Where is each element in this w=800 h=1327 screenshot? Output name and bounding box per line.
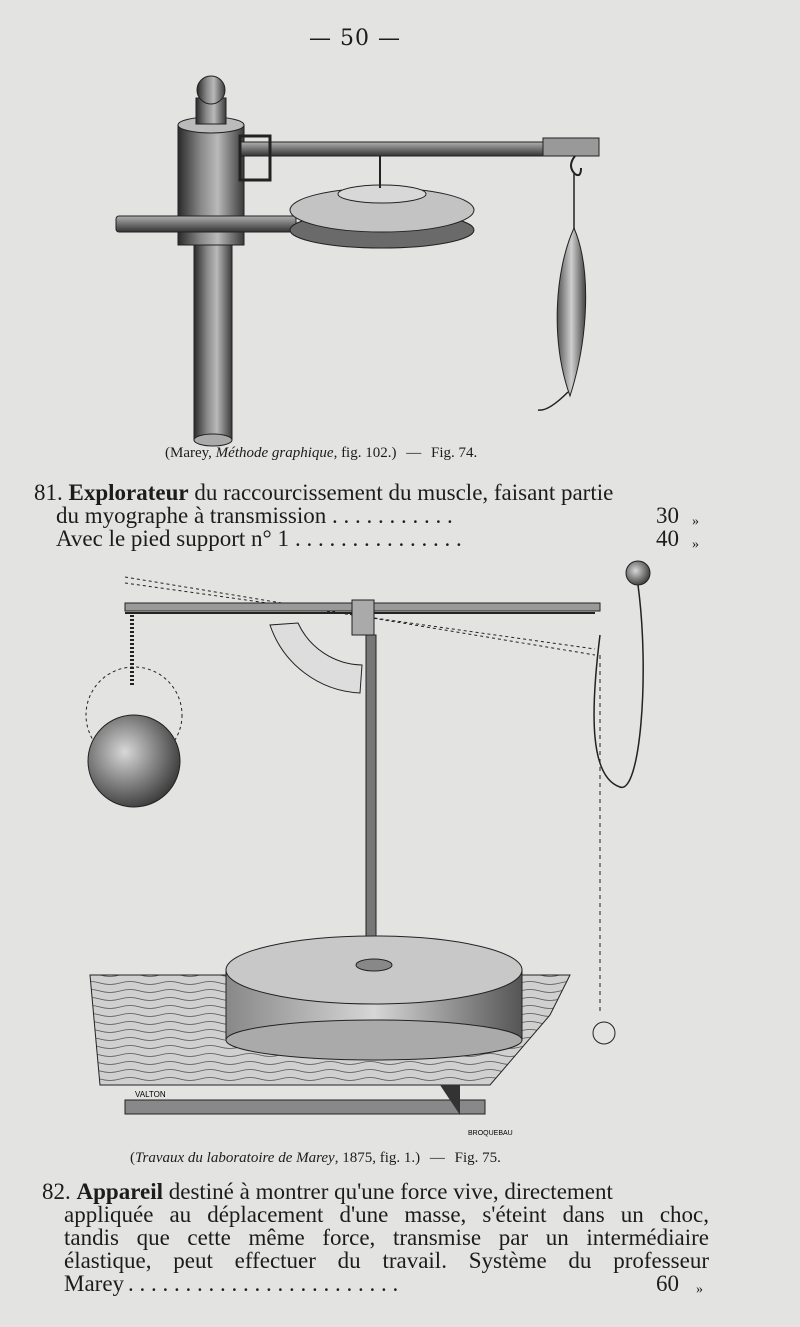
leader-dots: . . . . . . . . . . .	[326, 503, 453, 528]
item-number: 81.	[34, 480, 63, 505]
engraver-signature-left: VALTON	[135, 1090, 166, 1099]
figure-75-illustration	[80, 555, 680, 1145]
catalog-item-81: 81. Explorateur du raccourcissement du muscle, faisant partie du myographe à transmission . . . . . . . . . . . 30 » Avec le pied support n° 1 . . . . . . . . . . . . . . . 40 »	[34, 481, 699, 550]
item-heading: Appareil	[76, 1179, 163, 1204]
item-heading: Explorateur	[68, 480, 189, 505]
item-description-line: Marey	[64, 1271, 125, 1296]
price-mark: »	[696, 1282, 703, 1297]
figure-75-caption: (Travaux du laboratoire de Marey, 1875, fig. 1.) — Fig. 75.	[130, 1150, 501, 1166]
leader-dots: . . . . . . . . . . . . . . .	[294, 526, 462, 551]
caption-source-title: Méthode graphique	[215, 445, 334, 461]
item-price: 60	[656, 1271, 679, 1296]
price-mark: »	[692, 537, 699, 552]
figure-74-label: Fig. 74.	[430, 445, 478, 461]
engraver-signature-right: BROQUEBAU	[468, 1130, 513, 1137]
item-description-line: tandis que cette même force, transmise par un intermédiaire	[64, 1225, 709, 1250]
figure-75-label: Fig. 75.	[454, 1150, 501, 1166]
figure-74-caption: (Marey, Méthode graphique, fig. 102.) — Fig. 74.	[165, 445, 478, 461]
figure-74-illustration	[100, 70, 620, 450]
item-variant: Avec le pied support n° 1	[56, 526, 289, 551]
item-description-line: appliquée au déplacement d'une masse, s'éteint dans un choc,	[64, 1202, 709, 1227]
item-variant-price: 40	[656, 526, 679, 551]
leader-dots: . . . . . . . . . . . . . . . . . . . . . . . .	[128, 1271, 399, 1296]
item-number: 82.	[42, 1179, 71, 1204]
price-mark: »	[692, 514, 699, 529]
item-price: 30	[656, 503, 679, 528]
item-description: du myographe à transmission	[56, 503, 327, 528]
page-number: — 50 —	[309, 26, 401, 51]
item-description-line: élastique, peut effectuer du travail. Système du professeur	[64, 1248, 709, 1273]
catalog-item-82: 82. Appareil destiné à montrer qu'une force vive, directement appliquée au déplacement d'une masse, s'éteint dans un choc, tandis que cette même force, transmise par un intermédiaire élastique, peut effectuer du travail. Système du professeur Marey . . . . . . . . . . . . . . . . . . . . . . . . 60 »	[42, 1180, 709, 1295]
caption-source-title: Travaux du laboratoire de Marey	[135, 1150, 335, 1166]
